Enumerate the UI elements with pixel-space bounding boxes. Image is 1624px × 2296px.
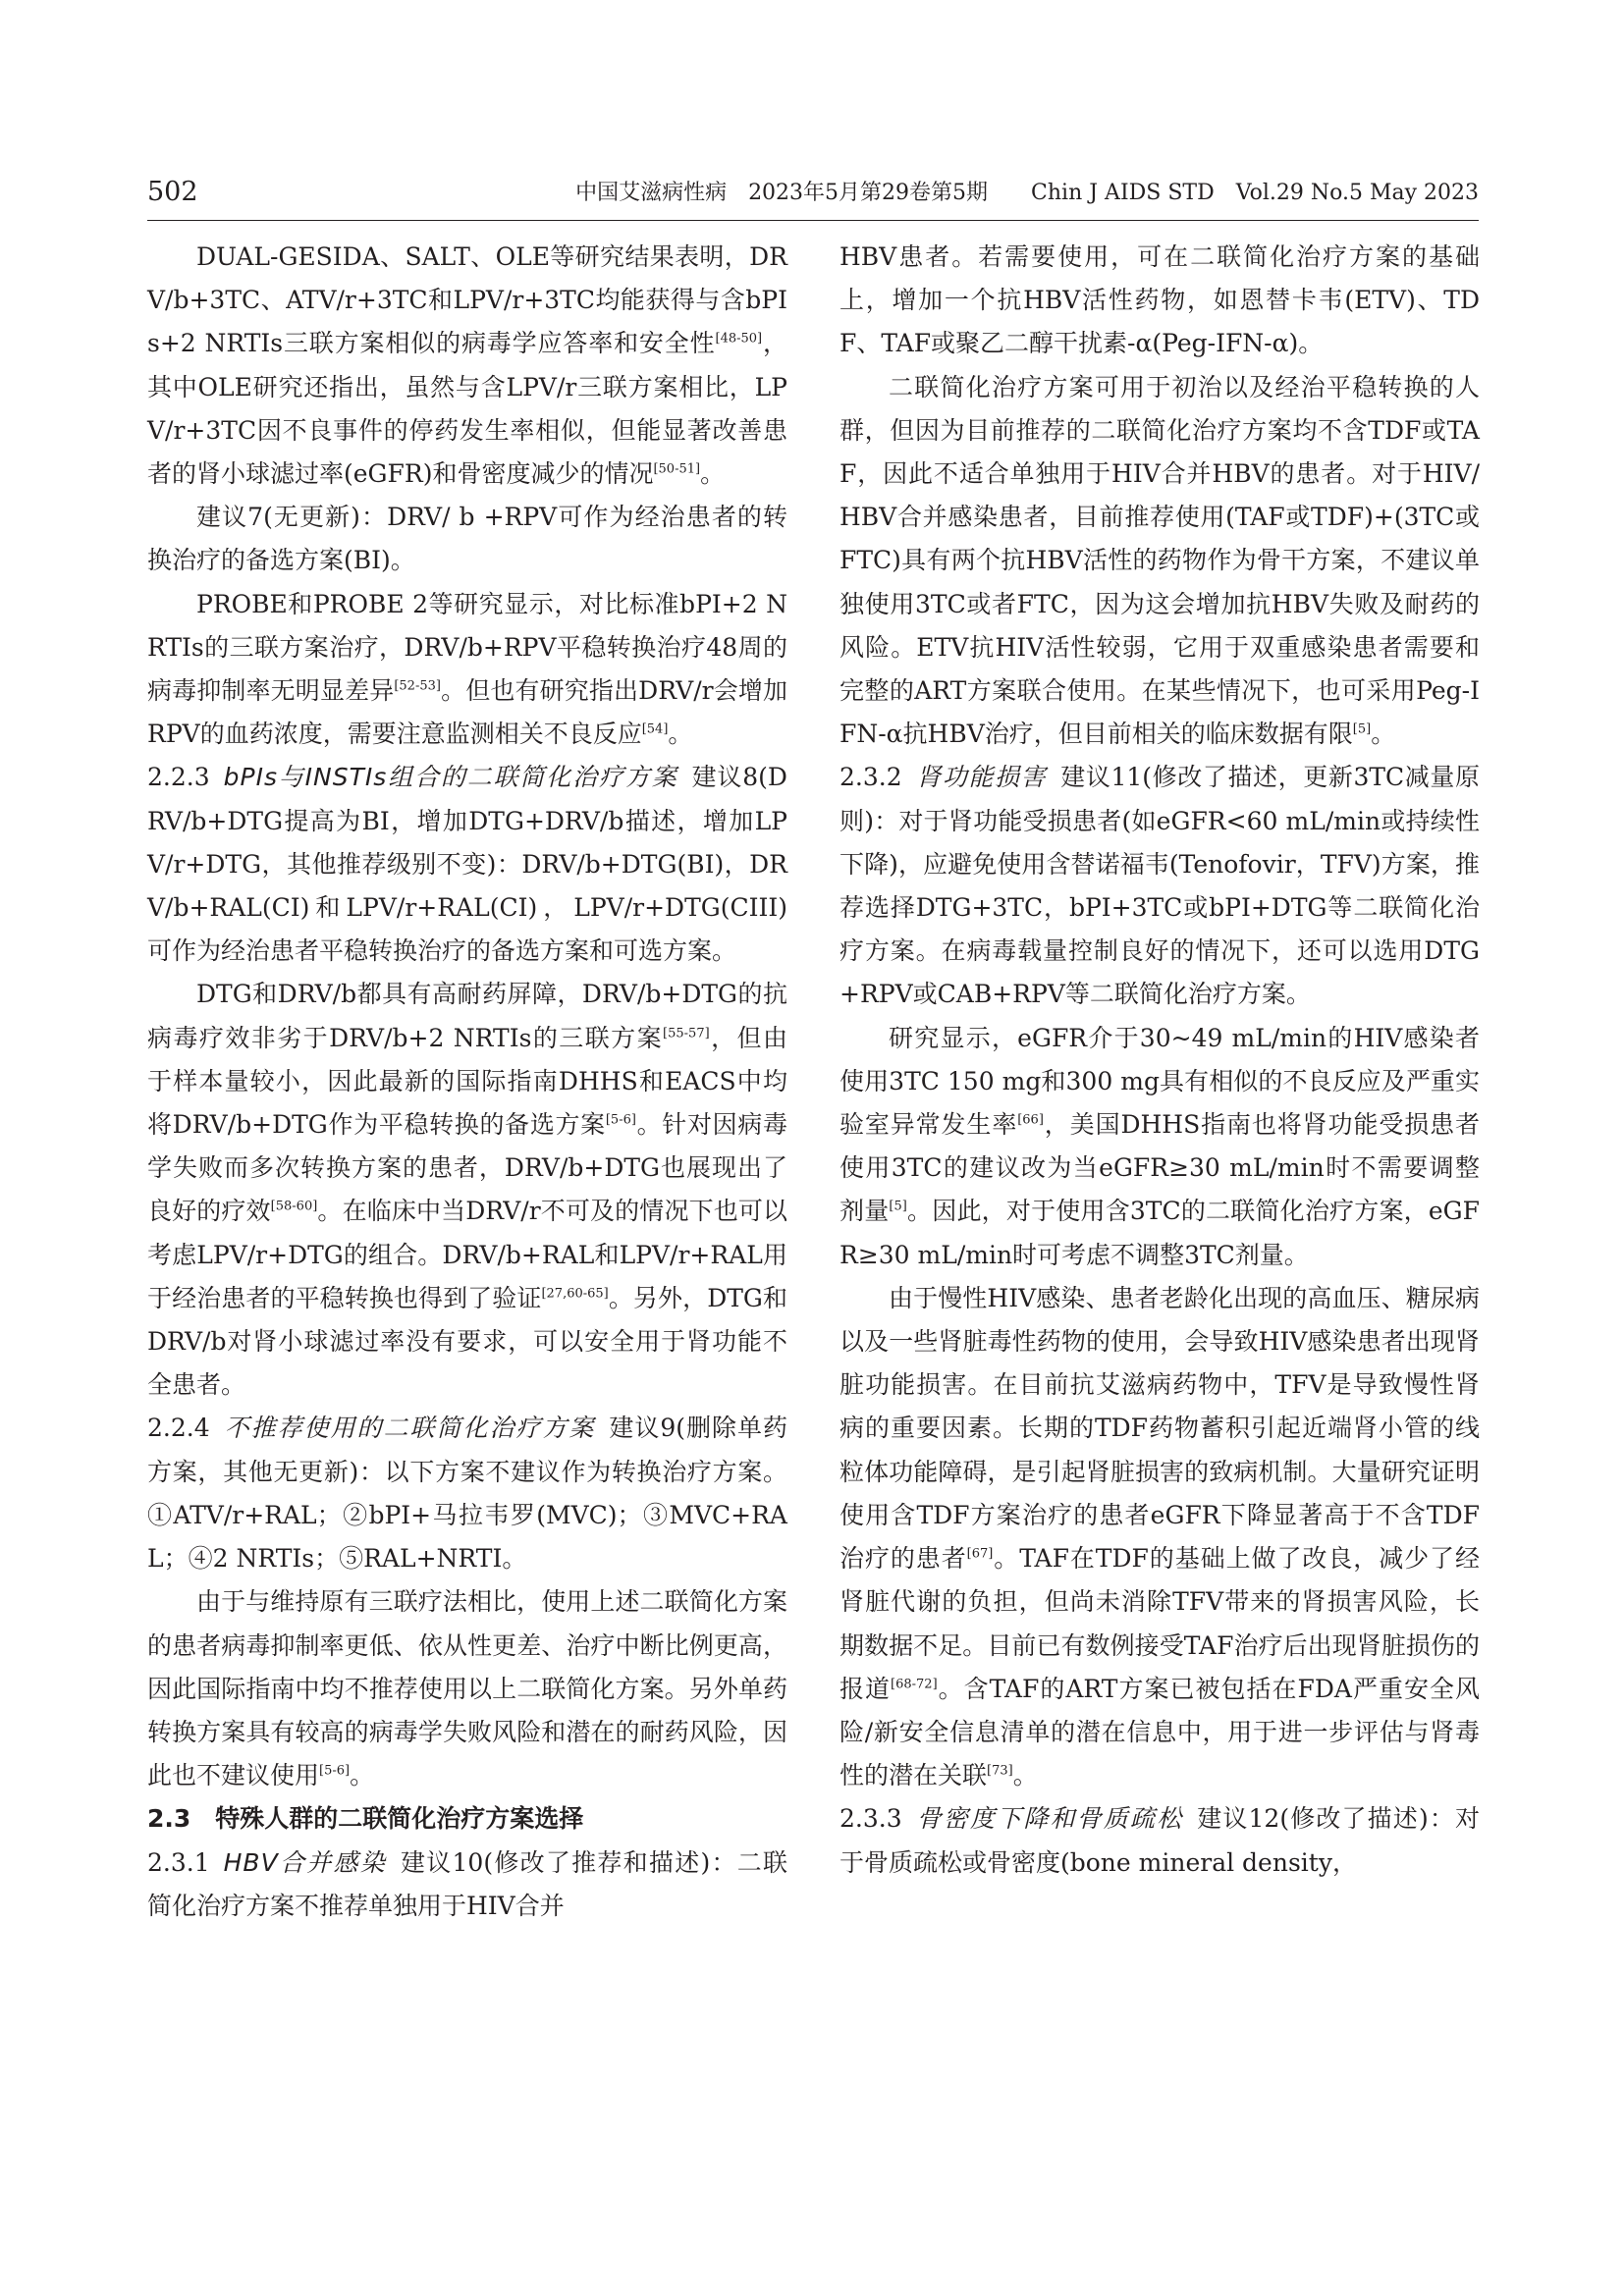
citation: [67] <box>966 1546 994 1562</box>
section-number: 2.2.3 <box>147 763 210 792</box>
paragraph: DUAL-GESIDA、SALT、OLE等研究结果表明，DRV/b+3TC、ATV/r+3TC和LPV/r+3TC均能获得与含bPIs+2 NRTIs三联方案相似的病毒学应答率和安全性[48-50]，其中OLE研究还指出，虽然与含LPV/r三联方案相比，LPV/r+3TC因不良事件的停药发生率相似，但能显著改善患者的肾小球滤过率(eGFR)和骨密度减少的情况[50-51]。 <box>147 242 787 489</box>
paragraph: 由于与维持原有三联疗法相比，使用上述二联简化方案的患者病毒抑制率更低、依从性更差、治疗中断比例更高，因此国际指南中均不推荐使用以上二联简化方案。另外单药转换方案具有较高的病毒学失败风险和潜在的耐药风险，因此也不建议使用[5-6]。 <box>147 1587 787 1790</box>
citation: [5] <box>1352 721 1372 737</box>
section-title: 肾功能损害 <box>915 763 1048 792</box>
section-number: 2.2.4 <box>147 1414 210 1443</box>
paragraph: 研究显示，eGFR介于30~49 mL/min的HIV感染者使用3TC 150 mg和300 mg具有相似的不良反应及严重实验室异常发生率[66]，美国DHHS指南也将肾功能受损患者使用3TC的建议改为当eGFR≥30 mL/min时不需要调整剂量[5]。因此，对于使用含3TC的二联简化治疗方案，eGFR≥30 mL/min时可考虑不调整3TC剂量。 <box>839 1023 1480 1269</box>
citation: [27,60-65] <box>541 1286 609 1302</box>
section-2-3-3: 2.3.3 骨密度下降和骨质疏松 建议12(修改了描述)：对于骨质疏松或骨密度(bone mineral density， <box>839 1804 1480 1877</box>
section-2-2-4: 2.2.4 不推荐使用的二联简化治疗方案 建议9(删除单药方案，其他无更新)：以下方案不建议作为转换治疗方案。①ATV/r+RAL；②bPI+马拉韦罗(MVC)；③MVC+RAL；④2 NRTIs；⑤RAL+NRTI。 <box>147 1414 787 1574</box>
page-header <box>147 173 1479 218</box>
section-title: HBV合并感染 <box>223 1847 387 1877</box>
citation: [50-51] <box>653 461 701 477</box>
citation: [73] <box>987 1763 1013 1779</box>
citation: [5] <box>889 1200 907 1215</box>
section-number: 2.3.2 <box>839 763 902 792</box>
paragraph: DTG和DRV/b都具有高耐药屏障，DRV/b+DTG的抗病毒疗效非劣于DRV/b+2 NRTIs的三联方案[55-57]，但由于样本量较小，因此最新的国际指南DHHS和EACS中均将DRV/b+DTG作为平稳转换的备选方案[5-6]。针对因病毒学失败而多次转换方案的患者，DRV/b+DTG也展现出了良好的疗效[58-60]。在临床中当DRV/r不可及的情况下也可以考虑LPV/r+DTG的组合。DRV/b+RAL和LPV/r+RAL用于经治患者的平稳转换也得到了验证[27,60-65]。另外，DTG和DRV/b对肾小球滤过率没有要求，可以安全用于肾功能不全患者。 <box>147 980 787 1400</box>
citation: [5-6] <box>319 1763 351 1779</box>
right-column <box>839 236 1480 1885</box>
citation: [66] <box>1017 1112 1044 1128</box>
section-2-3-2: 2.3.2 肾功能损害 建议11(修改了描述，更新3TC减量原则)：对于肾功能受损患者(如eGFR<60 mL/min或持续性下降)，应避免使用含替诺福韦(Tenofovir，TFV)方案，推荐选择DTG+3TC，bPI+3TC或bPI+DTG等二联简化治疗方案。在病毒载量控制良好的情况下，还可以选用DTG+RPV或CAB+RPV等二联简化治疗方案。 <box>839 763 1480 1009</box>
paragraph: 由于慢性HIV感染、患者老龄化出现的高血压、糖尿病以及一些肾脏毒性药物的使用，会导致HIV感染患者出现肾脏功能损害。在目前抗艾滋病药物中，TFV是导致慢性肾病的重要因素。长期的TDF药物蓄积引起近端肾小管的线粒体功能障碍，是引起肾脏损害的致病机制。大量研究证明使用含TDF方案治疗的患者eGFR下降显著高于不含TDF治疗的患者[67]。TAF在TDF的基础上做了改良，减少了经肾脏代谢的负担，但尚未消除TFV带来的肾损害风险，长期数据不足。目前已有数例接受TAF治疗后出现肾脏损伤的报道[68-72]。含TAF的ART方案已被包括在FDA严重安全风险/新安全信息清单的潜在信息中，用于进一步评估与肾毒性的潜在关联[73]。 <box>839 1283 1480 1790</box>
header-rule <box>147 220 1479 221</box>
paragraph-continued: HBV患者。若需要使用，可在二联简化治疗方案的基础上，增加一个抗HBV活性药物，如恩替卡韦(ETV)、TDF、TAF或聚乙二醇干扰素-α(Peg-IFN-α)。 <box>839 242 1480 358</box>
section-heading-2-3: 2.3 特殊人群的二联简化治疗方案选择 <box>147 1804 584 1834</box>
section-number: 2.3.3 <box>839 1804 902 1834</box>
citation: [5-6] <box>605 1112 636 1128</box>
citation: [68-72] <box>891 1677 938 1692</box>
page-number: 502 <box>147 177 198 207</box>
recommendation-7: 建议7(无更新)：DRV/ b +RPV可作为经治患者的转换治疗的备选方案(BI)。 <box>147 503 787 575</box>
section-2-3-1: 2.3.1 HBV合并感染 建议10(修改了推荐和描述)：二联简化治疗方案不推荐单独用于HIV合并 <box>147 1847 787 1920</box>
section-number: 2.3.1 <box>147 1847 210 1877</box>
section-title: 骨密度下降和骨质疏松 <box>915 1804 1184 1834</box>
left-column <box>147 236 787 1928</box>
citation: [54] <box>641 721 669 737</box>
paragraph: 二联简化治疗方案可用于初治以及经治平稳转换的人群，但因为目前推荐的二联简化治疗方案均不含TDF或TAF，因此不适合单独用于HIV合并HBV的患者。对于HIV/HBV合并感染患者，目前推荐使用(TAF或TDF)+(3TC或FTC)具有两个抗HBV活性的药物作为骨干方案，不建议单独使用3TC或者FTC，因为这会增加抗HBV失败及耐药的风险。ETV抗HIV活性较弱，它用于双重感染患者需要和完整的ART方案联合使用。在某些情况下，也可采用Peg-IFN-α抗HBV治疗，但目前相关的临床数据有限[5]。 <box>839 372 1480 749</box>
section-2-2-3: 2.2.3 bPIs与INSTIs组合的二联简化治疗方案 建议8(DRV/b+DTG提高为BI，增加DTG+DRV/b描述，增加LPV/r+DTG，其他推荐级别不变)：DRV/b+DTG(BI)，DRV/b+RAL(CI)和LPV/r+RAL(CI)，LPV/r+DTG(CIII)可作为经治患者平稳转换治疗的备选方案和可选方案。 <box>147 763 787 966</box>
citation: [58-60] <box>270 1200 318 1215</box>
citation: [52-53] <box>394 678 441 694</box>
section-title: 不推荐使用的二联简化治疗方案 <box>223 1414 596 1443</box>
section-title: bPIs与INSTIs组合的二联简化治疗方案 <box>223 763 678 792</box>
citation: [55-57] <box>663 1026 710 1041</box>
paragraph: PROBE和PROBE 2等研究显示，对比标准bPI+2 NRTIs的三联方案治疗，DRV/b+RPV平稳转换治疗48周的病毒抑制率无明显差异[52-53]。但也有研究指出DRV/r会增加RPV的血药浓度，需要注意监测相关不良反应[54]。 <box>147 589 787 749</box>
journal-citation: 中国艾滋病性病 2023年5月第29卷第5期 Chin J AIDS STD Vol.29 No.5 May 2023 <box>575 181 1479 205</box>
citation: [48-50] <box>715 332 763 347</box>
